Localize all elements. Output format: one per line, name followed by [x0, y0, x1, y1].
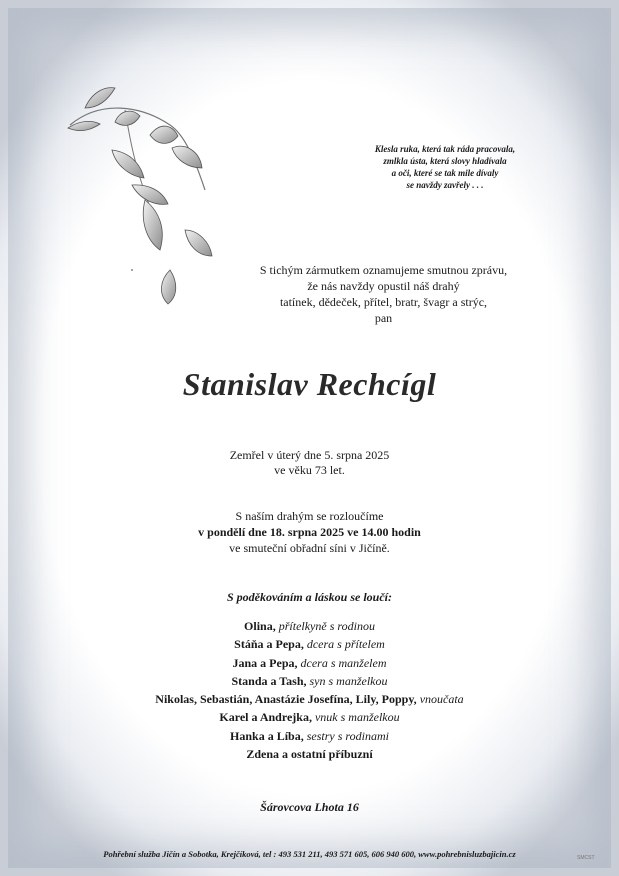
mourner-relation: dcera s přítelem: [306, 637, 385, 652]
poem-line: zmlkla ústa, která slovy hladívala: [383, 156, 507, 166]
mourner-row: [0, 727, 619, 745]
thanks-heading: S poděkováním a láskou se loučí:: [226, 590, 392, 604]
death-date: Zemřel v úterý dne 5. srpna 2025: [229, 448, 390, 462]
mourner-name: Nikolas, Sebastián, Anastázie Josefína, Lily, Poppy,: [155, 692, 417, 707]
mourner-relation: dcera s manželem: [300, 655, 387, 670]
mourner-name: Hanka a Líba,: [230, 728, 304, 743]
mourner-name: Zdena a ostatní příbuzní: [246, 747, 373, 762]
mourner-name: Stáňa a Pepa,: [234, 637, 304, 652]
intro-line: že nás navždy opustil náš drahý: [307, 279, 460, 293]
intro-line: pan: [374, 311, 393, 325]
mourner-relation: syn s manželkou: [309, 673, 388, 688]
farewell-info: [0, 508, 619, 556]
mourners-list: [0, 617, 619, 763]
mourner-row: [0, 654, 619, 672]
mourner-name: Jana a Pepa,: [232, 655, 298, 670]
mourner-name: Standa a Tash,: [231, 673, 307, 688]
farewell-date: v pondělí dne 18. srpna 2025 ve 14.00 hodin: [198, 525, 421, 539]
mourner-row: [0, 672, 619, 690]
mourner-row: [0, 745, 619, 763]
intro-line: S tichým zármutkem oznamujeme smutnou zprávu,: [259, 263, 508, 277]
mourner-relation: vnoučata: [419, 692, 464, 707]
death-age: ve věku 73 let.: [274, 463, 345, 477]
poem-line: a oči, které se tak mile dívaly: [391, 168, 499, 178]
deceased-name: Stanislav Rechcígl: [182, 366, 437, 402]
document-code: SMCST: [577, 855, 595, 861]
farewell-line: S naším drahým se rozloučíme: [235, 509, 384, 523]
funeral-service-footer: Pohřební služba Jičín a Sobotka, Krejčíková, tel : 493 531 211, 493 571 605, 606 940 600, www.pohrebnisluzbajicin.cz: [103, 849, 516, 859]
mourner-name: Karel a Andrejka,: [219, 710, 312, 725]
intro-line: tatínek, dědeček, přítel, bratr, švagr a strýc,: [279, 295, 488, 309]
announcement-intro: [0, 262, 619, 326]
poem-line: se navždy zavřely . . .: [406, 180, 484, 190]
mourner-row: [0, 708, 619, 726]
poem-line: Klesla ruka, která tak ráda pracovala,: [374, 144, 516, 154]
mourner-relation: vnuk s manželkou: [314, 710, 400, 725]
poem: [350, 143, 540, 191]
family-address: Šárovcova Lhota 16: [260, 800, 359, 814]
mourner-row: [0, 635, 619, 653]
mourner-relation: přítelkyně s rodinou: [278, 619, 375, 633]
mourner-relation: sestry s rodinami: [306, 728, 389, 743]
farewell-place: ve smuteční obřadní síni v Jičíně.: [229, 541, 390, 555]
death-info: [0, 448, 619, 478]
mourner-row: [0, 617, 619, 635]
mourner-name: Olina,: [244, 619, 276, 633]
mourner-row: [0, 690, 619, 708]
